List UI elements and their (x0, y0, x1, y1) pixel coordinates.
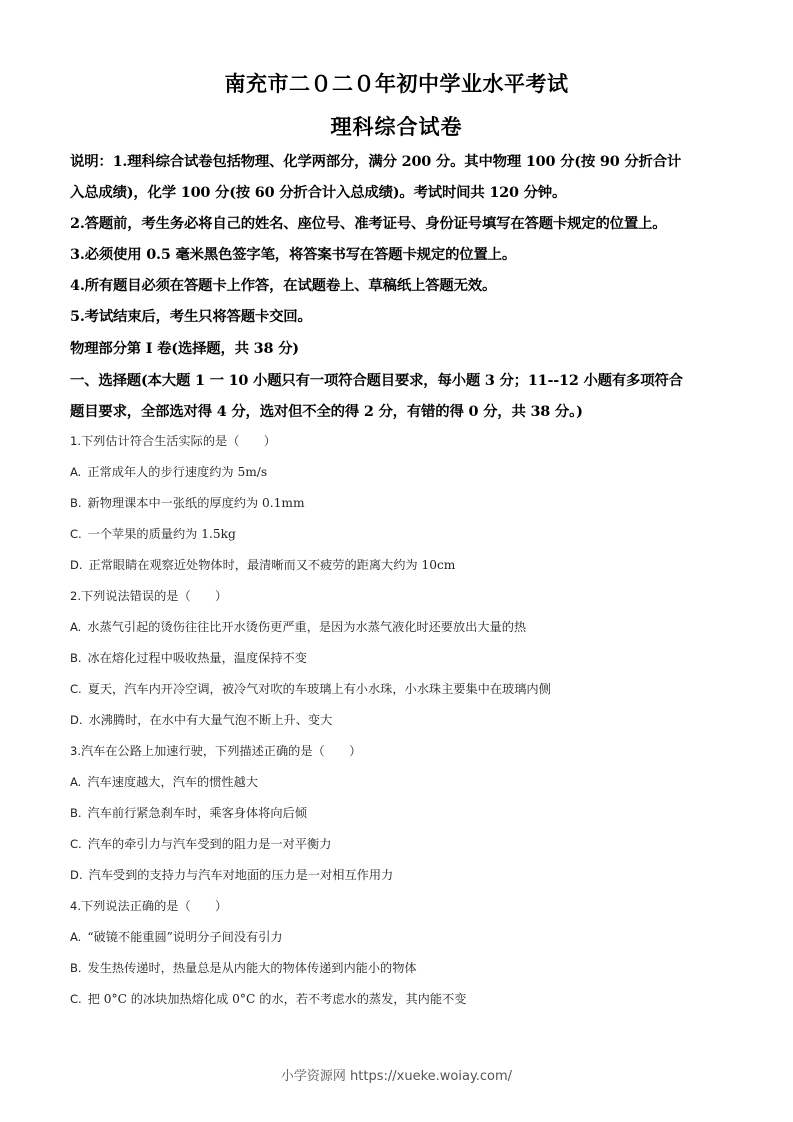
instruction-line: 说明：1.理科综合试卷包括物理、化学两部分，满分 200 分。其中物理 100 分(按 90 分折合计 (70, 153, 682, 170)
question-text: 下列估计符合生活实际的是（ ） (80, 434, 276, 448)
section-description: 题目要求，全部选对得 4 分，选对但不全的得 2 分，有错的得 0 分，共 38 分。) (70, 403, 583, 420)
option-b: B. 发生热传递时，热量总是从内能大的物体传递到内能小的物体 (70, 961, 417, 975)
question-text: 下列说法错误的是（ ） (80, 589, 228, 603)
question-stem (70, 742, 361, 759)
question-stem (70, 897, 227, 914)
instruction-line: 4.所有题目必须在答题卡上作答，在试题卷上、草稿纸上答题无效。 (70, 277, 497, 294)
option-b: B. 冰在熔化过程中吸收热量，温度保持不变 (70, 651, 307, 665)
option-d: D. 水沸腾时，在水中有大量气泡不断上升、变大 (70, 713, 333, 727)
question-number: 2. (70, 589, 81, 603)
instruction-line: 2.答题前，考生务必将自己的姓名、座位号、准考证号、身份证号填写在答题卡规定的位置上。 (70, 215, 667, 232)
exam-subtitle: 理科综合试卷 (330, 114, 463, 139)
instruction-line: 5.考试结束后，考生只将答题卡交回。 (70, 308, 312, 325)
option-b: B. 新物理课本中一张纸的厚度约为 0.1mm (70, 496, 305, 510)
option-d: D. 正常眼睛在观察近处物体时，最清晰而又不疲劳的距离大约为 10cm (70, 558, 456, 572)
section-description: 一、选择题(本大题 1 一 10 小题只有一项符合题目要求，每小题 3 分；11--12 小题有多项符合 (70, 372, 683, 389)
option-a: A. 正常成年人的步行速度约为 5m/s (70, 465, 268, 479)
question-text: 下列说法正确的是（ ） (80, 899, 228, 913)
footer-watermark: 小学资源网 https://xueke.woiay.com/ (280, 1069, 513, 1084)
question-stem (70, 432, 276, 449)
instruction-line: 3.必须使用 0.5 毫米黑色签字笔，将答案书写在答题卡规定的位置上。 (70, 246, 517, 263)
option-a: A. 水蒸气引起的烫伤往往比开水烫伤更严重，是因为水蒸气液化时还要放出大量的热 (70, 620, 527, 634)
question-number: 1. (70, 434, 81, 448)
option-c: C. 夏天，汽车内开冷空调，被冷气对吹的车玻璃上有小水珠，小水珠主要集中在玻璃内侧 (70, 682, 551, 696)
exam-title: 南充市二０二０年初中学业水平考试 (224, 71, 569, 96)
option-c: C. 把 0°C 的冰块加热熔化成 0°C 的水，若不考虑水的蒸发，其内能不变 (70, 992, 467, 1006)
question-number: 4. (70, 899, 81, 913)
question-number: 3. (70, 744, 81, 758)
option-c: C. 汽车的牵引力与汽车受到的阻力是一对平衡力 (70, 837, 332, 851)
option-a: A. “破镜不能重圆”说明分子间没有引力 (70, 930, 283, 944)
option-d: D. 汽车受到的支持力与汽车对地面的压力是一对相互作用力 (70, 868, 394, 882)
question-stem (70, 587, 227, 604)
question-text: 汽车在公路上加速行驶，下列描述正确的是（ ） (80, 744, 362, 758)
option-b: B. 汽车前行紧急刹车时，乘客身体将向后倾 (70, 806, 307, 820)
option-c: C. 一个苹果的质量约为 1.5kg (70, 527, 236, 541)
option-a: A. 汽车速度越大，汽车的惯性越大 (70, 775, 258, 789)
section-heading: 物理部分第 I 卷(选择题，共 38 分) (70, 340, 299, 357)
instruction-line: 入总成绩)，化学 100 分(按 60 分折合计入总成绩)。考试时间共 120 分钟。 (70, 184, 567, 201)
